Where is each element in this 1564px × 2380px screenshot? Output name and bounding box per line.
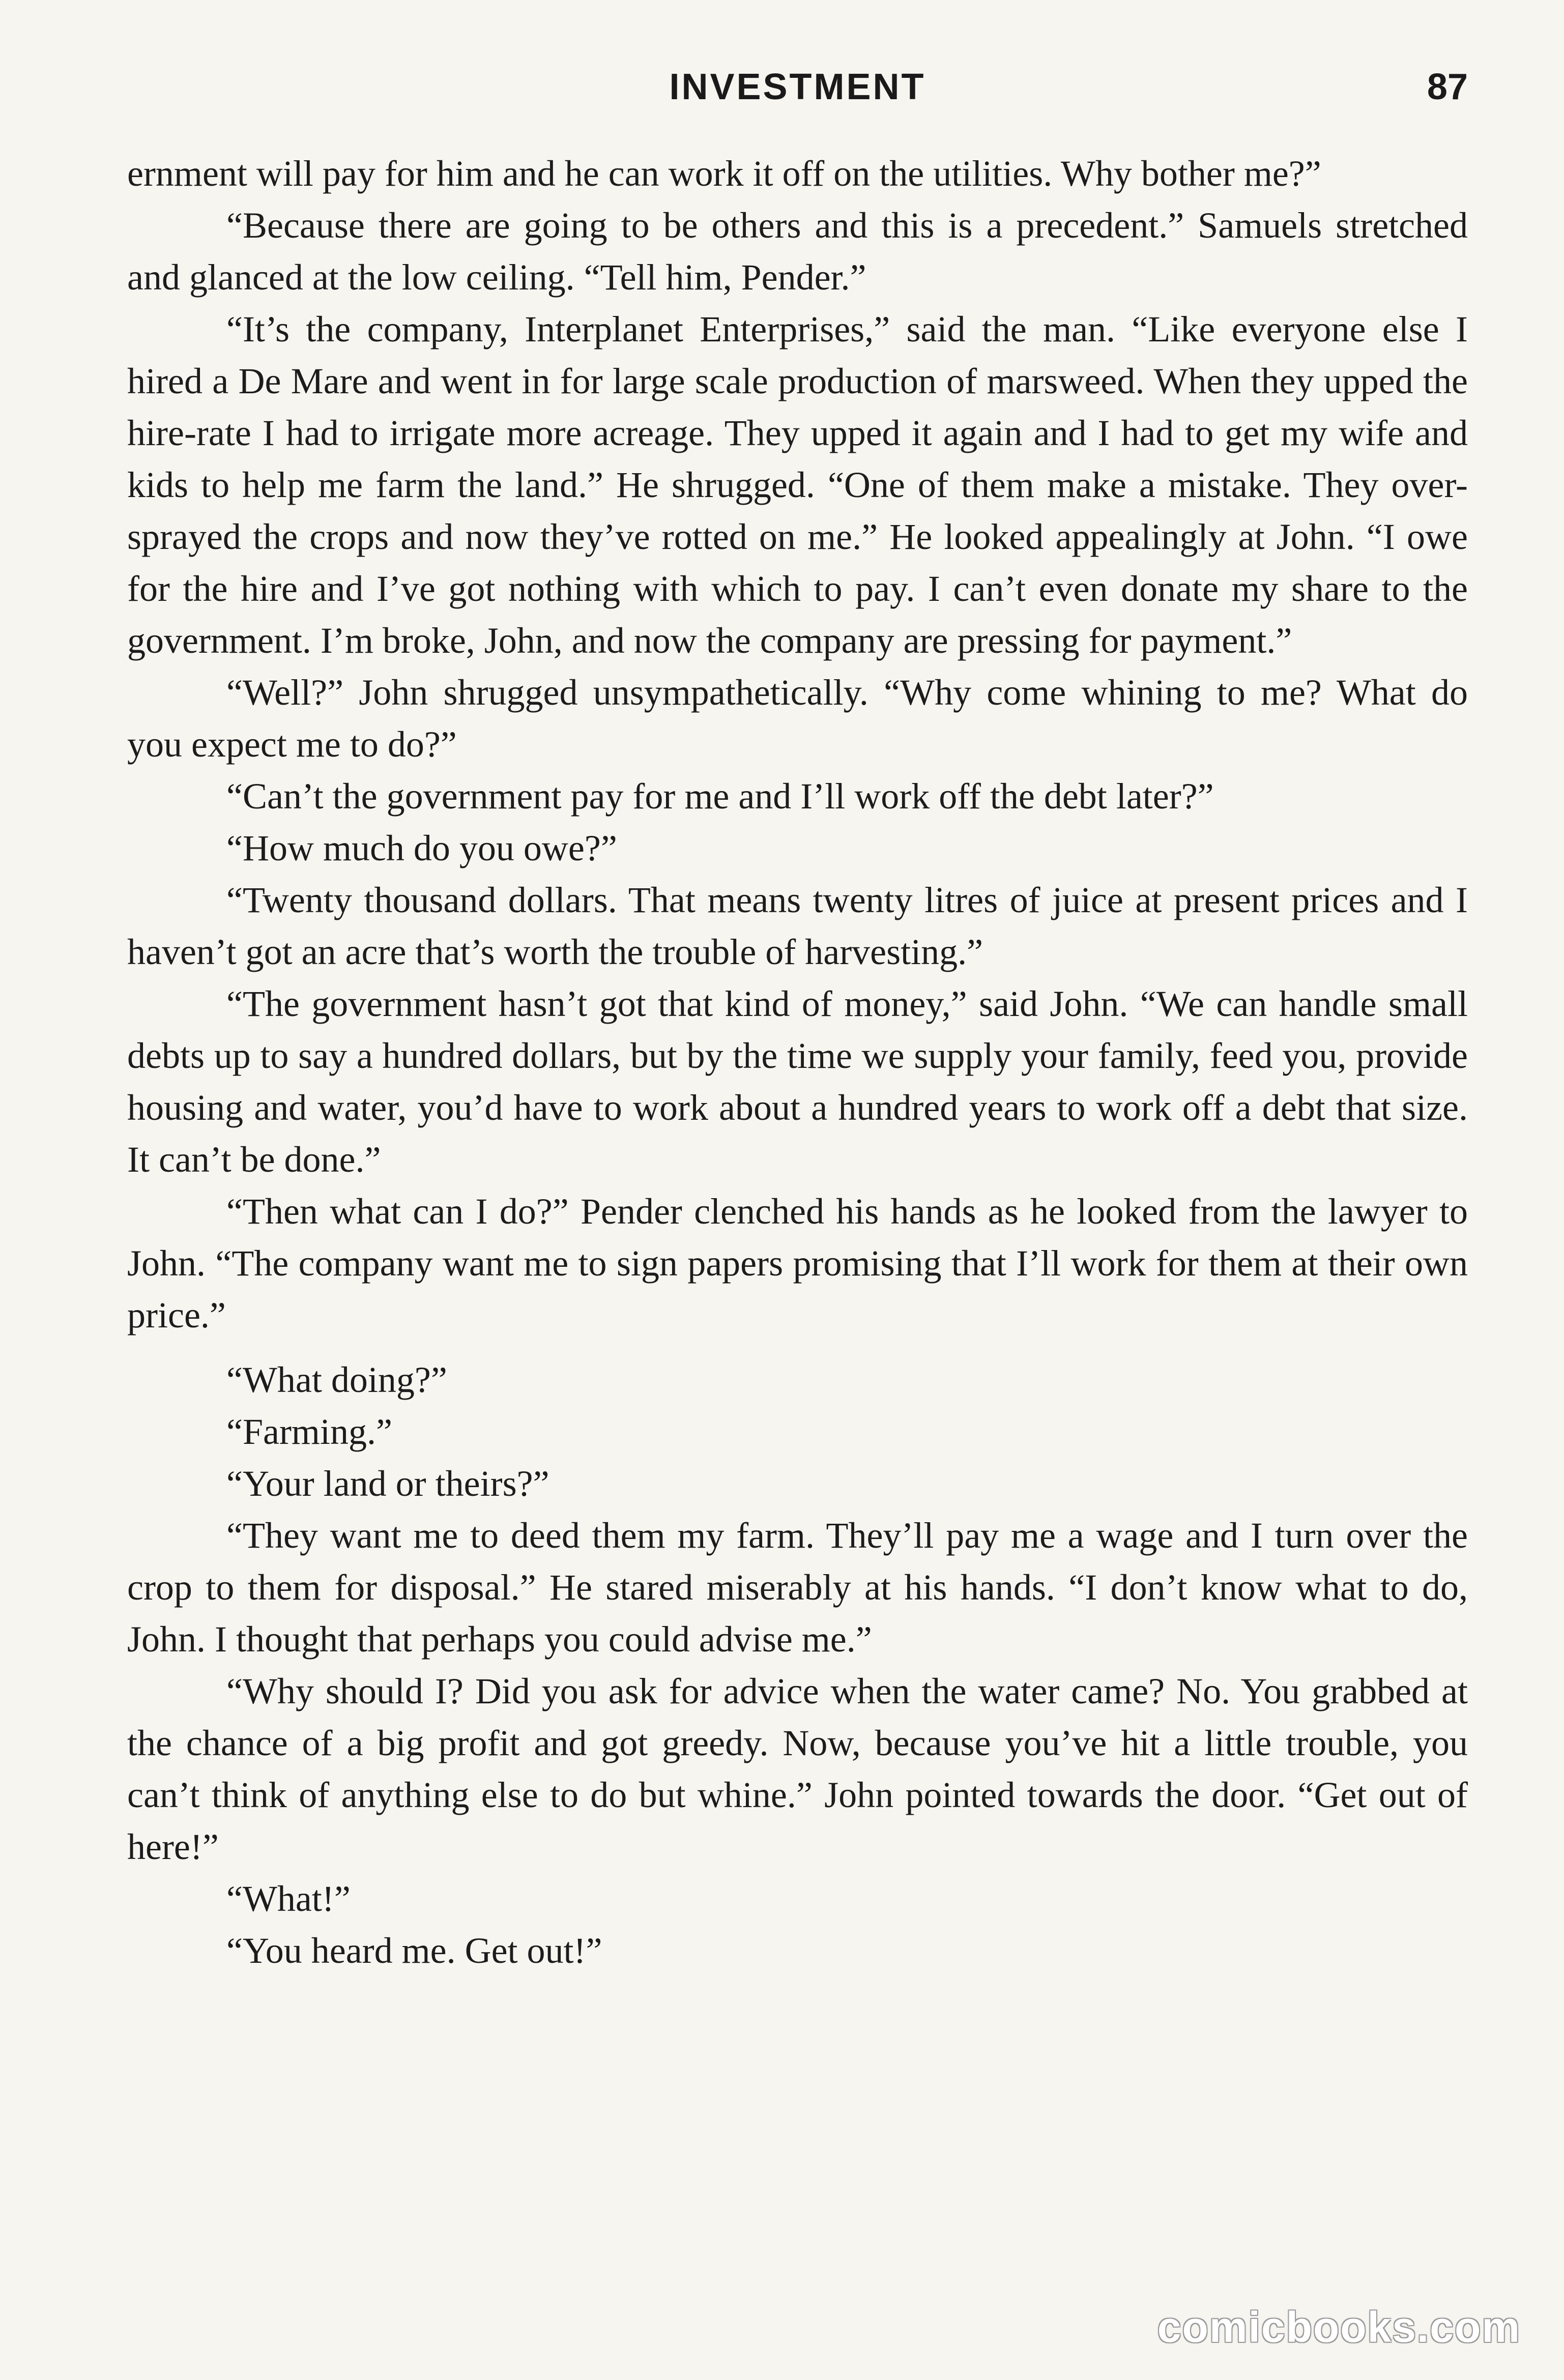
paragraph: “Because there are going to be others and this is a precedent.” Samuels stretched and glanced at the low ceiling. “Tell him, Pender.” xyxy=(127,205,1468,298)
paragraph: “Your land or theirs?” xyxy=(226,1463,549,1504)
paragraph: “How much do you owe?” xyxy=(226,828,617,868)
book-page xyxy=(127,61,1468,2325)
paragraph: “Can’t the government pay for me and I’ll work off the debt later?” xyxy=(226,776,1214,817)
watermark-logo: comicbooks.com xyxy=(1157,2303,1521,2351)
paragraph: “Then what can I do?” Pender clenched his hands as he looked from the lawyer to John. “The company want me to sign papers promising that I’ll work for them at their own price.” xyxy=(127,1191,1468,1336)
paragraph: “Why should I? Did you ask for advice when the water came? No. You grabbed at the chance of a big profit and got greedy. Now, because you’ve hit a little trouble, you can’t think of anything else to do but whine.” John pointed towards the door. “Get out of here!” xyxy=(127,1671,1468,1867)
paragraph: “Twenty thousand dollars. That means twenty litres of juice at present prices and I haven’t got an acre that’s worth the trouble of harvesting.” xyxy=(127,880,1468,972)
page-number: 87 xyxy=(1427,67,1468,107)
paragraph: “What doing?” xyxy=(226,1359,447,1400)
paragraph: “It’s the company, Interplanet Enterprises,” said the man. “Like everyone else I hired a De Mare and went in for large scale production of marsweed. When they upped the hire-rate I had to irrigate more acreage. They upped it again and I had to get my wife and kids to help me farm the land.” He shrugged. “One of them make a mistake. They over-sprayed the crops and now they’ve rotted on me.” He looked appealingly at John. “I owe for the hire and I’ve got nothing with which to pay. I can’t even donate my share to the government. I’m broke, John, and now the company are pressing for payment.” xyxy=(127,309,1468,661)
paragraph: ernment will pay for him and he can work it off on the utilities. Why bother me?” xyxy=(127,153,1321,194)
running-title: INVESTMENT xyxy=(669,67,926,107)
running-head xyxy=(127,61,1468,127)
paragraph: “Farming.” xyxy=(226,1411,392,1452)
paragraph: “You heard me. Get out!” xyxy=(226,1930,602,1971)
paragraph: “The government hasn’t got that kind of money,” said John. “We can handle small debts up to say a hundred dollars, but by the time we supply your family, feed you, provide housing and water, you’d have to work about a hundred years to work off a debt that size. It can’t be done.” xyxy=(127,983,1468,1180)
paragraph: “What!” xyxy=(226,1878,351,1919)
paragraph: “They want me to deed them my farm. They’ll pay me a wage and I turn over the crop to them for disposal.” He stared miserably at his hands. “I don’t know what to do, John. I thought that perhaps you could advise me.” xyxy=(127,1515,1468,1660)
body-text xyxy=(127,148,1468,1977)
paragraph: “Well?” John shrugged unsympathetically. “Why come whining to me? What do you expect me to do?” xyxy=(127,672,1468,765)
